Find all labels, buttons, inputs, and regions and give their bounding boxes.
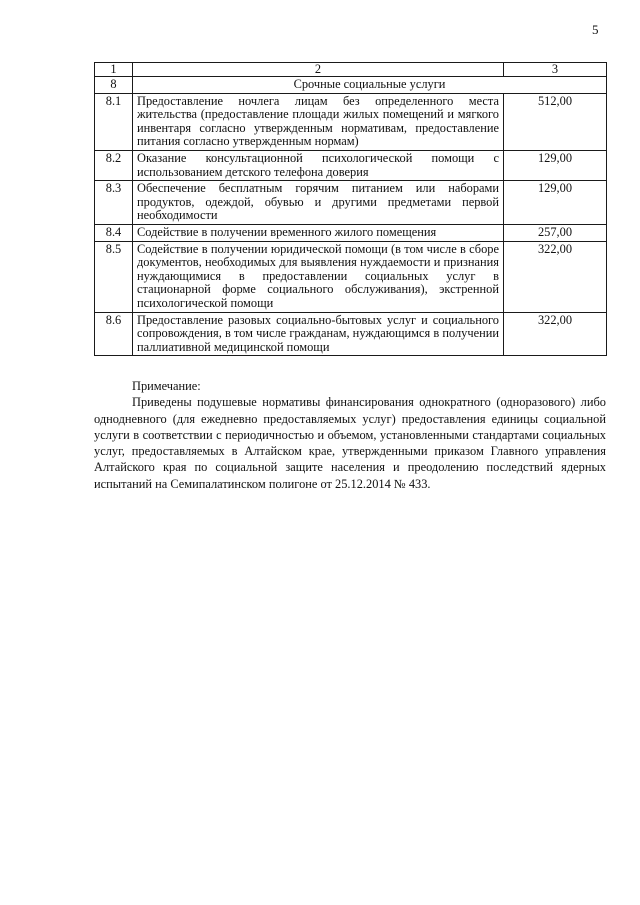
table-row	[95, 312, 607, 356]
service-description: Содействие в получении временного жилого помещения	[133, 224, 504, 241]
service-description: Оказание консультационной психологической помощи с использованием детского телефона доверия	[133, 150, 504, 180]
service-number: 8.4	[95, 224, 133, 241]
service-number: 8.3	[95, 181, 133, 225]
service-number: 8.6	[95, 312, 133, 356]
section-title: Срочные социальные услуги	[133, 77, 607, 94]
note-block	[94, 378, 606, 492]
section-row	[95, 77, 607, 94]
table-header-row	[95, 63, 607, 77]
section-number: 8	[95, 77, 133, 94]
service-description: Обеспечение бесплатным горячим питанием или наборами продуктов, одеждой, обувью и другими предметами первой необходимости	[133, 181, 504, 225]
note-text: Приведены подушевые нормативы финансирования однократного (одноразового) либо однодневного (для ежедневно предоставляемых услуг) предоставления единицы социальной услуги в соответствии с периодичностью и объемом, установленными стандартами социальных услуг, предоставляемых в Алтайском крае, утвержденными приказом Главного управления Алтайского края по социальной защите населения и преодолению последствий ядерных испытаний на Семипалатинском полигоне от 25.12.2014 № 433.	[94, 395, 606, 491]
table-row	[95, 93, 607, 150]
column-number-1: 1	[95, 63, 133, 77]
page-number: 5	[592, 22, 599, 37]
social-services-table	[94, 62, 607, 356]
service-price: 322,00	[504, 241, 607, 312]
column-number-2: 2	[133, 63, 504, 77]
service-price: 129,00	[504, 181, 607, 225]
service-price: 322,00	[504, 312, 607, 356]
service-number: 8.5	[95, 241, 133, 312]
column-number-3: 3	[504, 63, 607, 77]
table-row	[95, 224, 607, 241]
service-number: 8.1	[95, 93, 133, 150]
service-description: Предоставление разовых социально-бытовых услуг и социального сопровождения, в том числе гражданам, нуждающимся в получении паллиативной медицинской помощи	[133, 312, 504, 356]
table-row	[95, 241, 607, 312]
service-price: 257,00	[504, 224, 607, 241]
table-row	[95, 181, 607, 225]
note-title: Примечание:	[132, 379, 201, 393]
service-price: 512,00	[504, 93, 607, 150]
service-description: Предоставление ночлега лицам без определенного места жительства (предоставление площади жилых помещений и мягкого инвентаря согласно утвержденным нормативам, предоставление питания согласно утвержденным нормам)	[133, 93, 504, 150]
service-description: Содействие в получении юридической помощи (в том числе в сборе документов, необходимых для выявления нуждаемости и признания нуждающимися в предоставлении социальных услуг в стационарной форме социального обслуживания), экстренной психологической помощи	[133, 241, 504, 312]
service-price: 129,00	[504, 150, 607, 180]
table-row	[95, 150, 607, 180]
service-number: 8.2	[95, 150, 133, 180]
